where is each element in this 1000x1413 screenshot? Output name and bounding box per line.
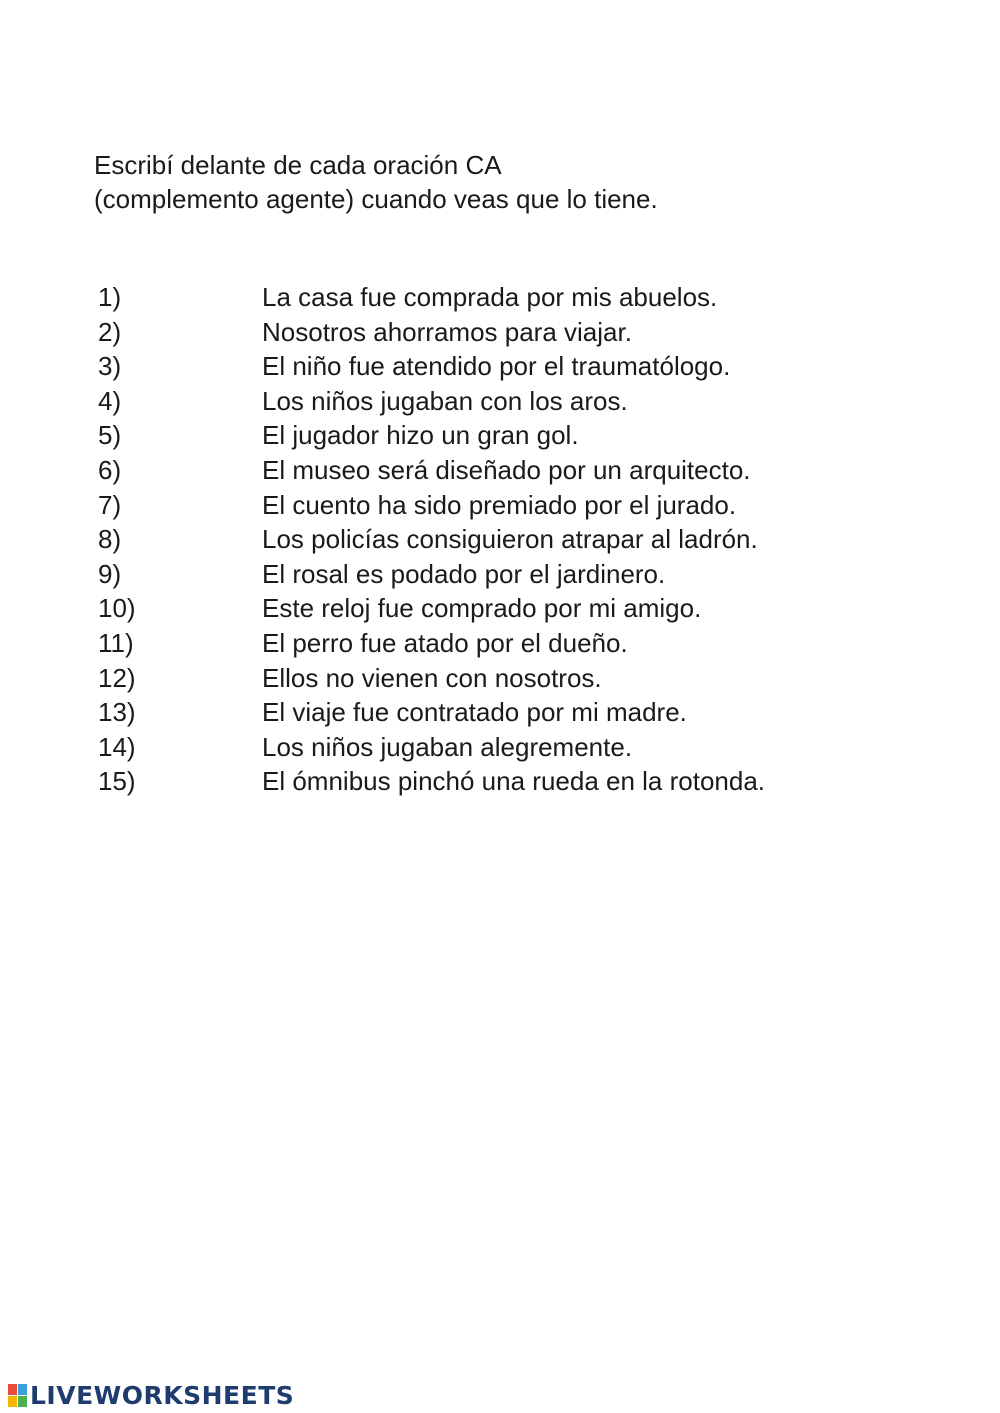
list-item <box>98 418 765 453</box>
exercise-number: 6) <box>98 454 122 485</box>
exercise-number: 3) <box>98 351 122 382</box>
list-item <box>98 591 765 626</box>
exercise-number: 12) <box>98 662 136 693</box>
instructions-line-2: (complemento agente) cuando veas que lo tiene. <box>94 184 658 214</box>
exercise-sentence: Los niños jugaban con los aros. <box>262 385 628 416</box>
exercise-list <box>98 280 765 799</box>
list-item <box>98 349 765 384</box>
exercise-sentence: Nosotros ahorramos para viajar. <box>262 316 632 347</box>
exercise-number: 15) <box>98 766 136 797</box>
exercise-sentence: El museo será diseñado por un arquitecto. <box>262 454 751 485</box>
instructions-line-1: Escribí delante de cada oración CA <box>94 150 502 180</box>
exercise-number: 11) <box>98 627 134 658</box>
exercise-sentence: Ellos no vienen con nosotros. <box>262 662 602 693</box>
list-item <box>98 557 765 592</box>
exercise-number: 13) <box>98 697 136 728</box>
exercise-number: 10) <box>98 593 136 624</box>
exercise-sentence: Los niños jugaban alegremente. <box>262 731 633 762</box>
list-item <box>98 453 765 488</box>
liveworksheets-logo <box>8 1380 294 1410</box>
exercise-number: 14) <box>98 731 136 762</box>
list-item <box>98 695 765 730</box>
exercise-sentence: La casa fue comprada por mis abuelos. <box>262 282 718 312</box>
list-item <box>98 384 765 419</box>
exercise-sentence: El jugador hizo un gran gol. <box>262 420 579 451</box>
exercise-sentence: El cuento ha sido premiado por el jurado. <box>262 489 737 520</box>
logo-text: LIVEWORKSHEETS <box>30 1380 295 1410</box>
instructions <box>94 148 658 216</box>
exercise-number: 4) <box>98 385 122 416</box>
exercise-number: 7) <box>98 489 122 520</box>
exercise-sentence: Este reloj fue comprado por mi amigo. <box>262 593 702 624</box>
exercise-sentence: El perro fue atado por el dueño. <box>262 627 628 658</box>
exercise-number: 1) <box>98 282 122 312</box>
exercise-number: 2) <box>98 316 122 347</box>
list-item <box>98 661 765 696</box>
exercise-sentence: Los policías consiguieron atrapar al ladrón. <box>262 524 758 555</box>
exercise-number: 8) <box>98 524 122 555</box>
exercise-sentence: El ómnibus pinchó una rueda en la rotonda. <box>262 766 766 797</box>
list-item <box>98 280 765 315</box>
exercise-number: 9) <box>98 558 122 589</box>
exercise-number: 5) <box>98 420 122 451</box>
list-item <box>98 488 765 523</box>
list-item <box>98 764 765 799</box>
liveworksheets-logo-icon <box>8 1384 27 1407</box>
list-item <box>98 626 765 661</box>
list-item <box>98 522 765 557</box>
exercise-sentence: El viaje fue contratado por mi madre. <box>262 697 687 728</box>
exercise-sentence: El niño fue atendido por el traumatólogo. <box>262 351 731 382</box>
list-item <box>98 315 765 350</box>
exercise-sentence: El rosal es podado por el jardinero. <box>262 558 666 589</box>
list-item <box>98 730 765 765</box>
